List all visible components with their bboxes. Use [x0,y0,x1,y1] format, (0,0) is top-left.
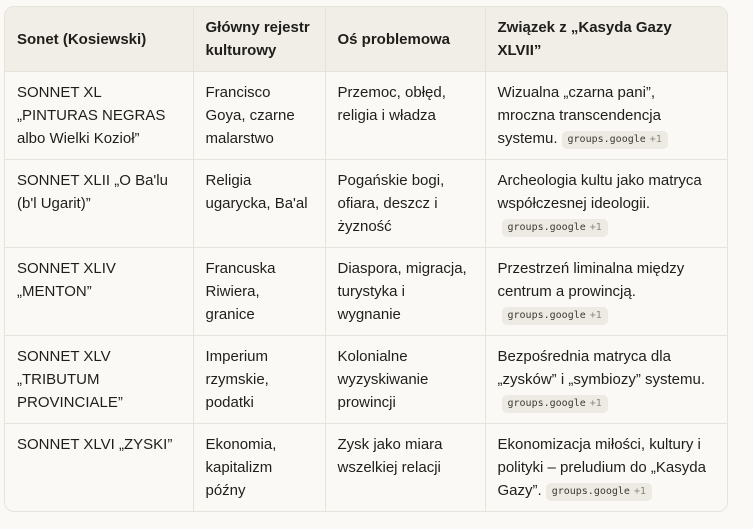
citation-count: +1 [589,398,602,409]
cell-sonnet: SONNET XLIV „MENTON” [5,248,193,336]
relation-text: Przestrzeń liminalna między centrum a prowincją. [497,260,685,300]
column-header-relation: Związek z „Kasyda Gazy XLVII” [485,7,727,72]
cell-register: Ekonomia, kapitalizm późny [193,424,325,512]
cell-relation [485,424,727,512]
column-header-axis: Oś problemowa [325,7,485,72]
cell-sonnet: SONNET XLVI „ZYSKI” [5,424,193,512]
cell-sonnet: SONNET XLV „TRIBUTUM PROVINCIALE” [5,336,193,424]
cell-register: Francisco Goya, czarne malarstwo [193,72,325,160]
cell-relation [485,248,727,336]
relation-text: Bezpośrednia matryca dla „zysków” i „symbiozy” systemu. [497,348,706,388]
table-row [5,336,727,424]
citation-source: groups.google [567,134,646,145]
cell-axis: Kolonialne wyzyskiwanie prowincji [325,336,485,424]
cell-sonnet: SONNET XLII „O Ba'lu (b'l Ugarit)” [5,160,193,248]
cell-relation [485,336,727,424]
citation-chip[interactable] [502,307,608,325]
comparison-table [5,7,727,511]
table-row [5,424,727,512]
citation-count: +1 [589,222,602,233]
cell-register: Imperium rzymskie, podatki [193,336,325,424]
citation-count: +1 [649,134,662,145]
cell-axis: Zysk jako miara wszelkiej relacji [325,424,485,512]
table-row [5,248,727,336]
cell-axis: Diaspora, migracja, turystyka i wygnanie [325,248,485,336]
citation-source: groups.google [507,310,586,321]
cell-register: Francuska Riwiera, granice [193,248,325,336]
citation-count: +1 [633,486,647,497]
comparison-table-container [4,6,728,512]
citation-source: groups.google [507,222,586,233]
cell-sonnet: SONNET XL „PINTURAS NEGRAS albo Wielki Kozioł” [5,72,193,160]
citation-source: groups.google [507,398,586,409]
citation-chip[interactable] [546,483,652,501]
cell-axis: Pogańskie bogi, ofiara, deszcz i żyzność [325,160,485,248]
citation-chip[interactable] [562,131,668,149]
table-header-row [5,7,727,72]
column-header-sonnet: Sonet (Kosiewski) [5,7,193,72]
citation-chip[interactable] [502,395,608,413]
cell-relation [485,160,727,248]
column-header-register: Główny rejestr kulturowy [193,7,325,72]
relation-text: Archeologia kultu jako matryca współczesnej ideologii. [497,172,702,212]
cell-axis: Przemoc, obłęd, religia i władza [325,72,485,160]
cell-relation [485,72,727,160]
citation-source: groups.google [551,486,630,497]
citation-count: +1 [589,310,602,321]
relation-text: Wizualna „czarna pani”, mroczna transcendencja systemu. [497,84,661,147]
table-row [5,72,727,160]
relation-text: Ekonomizacja miłości, kultury i polityki – preludium do „Kasyda Gazy”. [497,436,706,499]
cell-register: Religia ugarycka, Ba'al [193,160,325,248]
table-row [5,160,727,248]
citation-chip[interactable] [502,219,608,237]
